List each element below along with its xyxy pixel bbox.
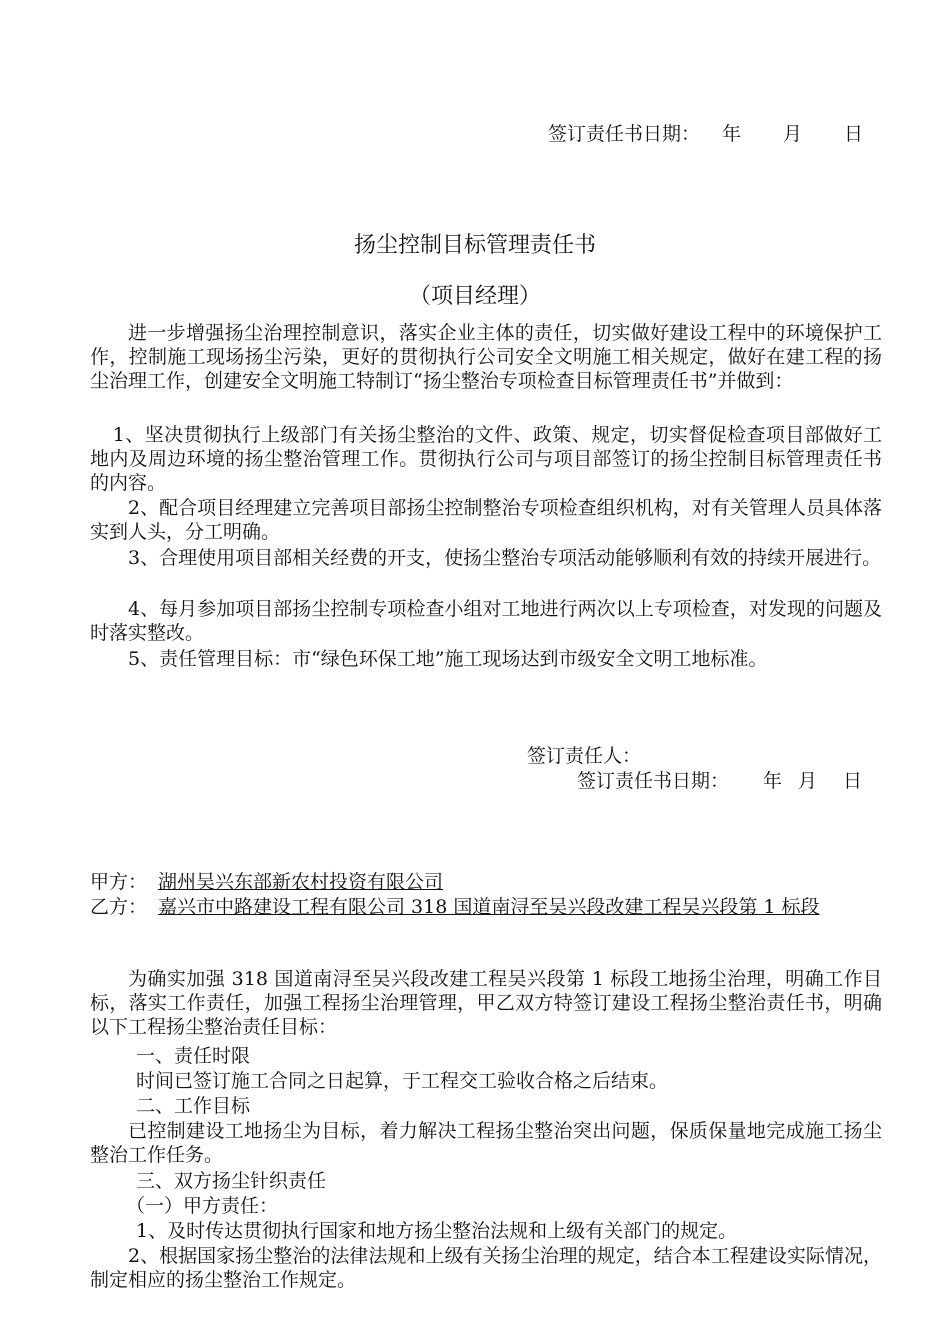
- item-1: 1、坚决贯彻执行上级部门有关扬尘整治的文件、政策、规定，切实督促检查项目部做好工地内及周边环境的扬尘整治管理工作。贯彻执行公司与项目部签订的扬尘控制目标管理责任书的内容。: [90, 424, 882, 494]
- item-5: 5、责任管理目标：市“绿色环保工地”施工现场达到市级安全文明工地标准。: [128, 648, 768, 670]
- date-header: [548, 122, 863, 146]
- section-1-text: 时间已签订施工合同之日起算，于工程交工验收合格之后结束。: [136, 1070, 669, 1092]
- section-1-heading: 一、责任时限: [136, 1045, 251, 1067]
- date-header-year: 年: [722, 123, 742, 145]
- date-header-month: 月: [783, 123, 803, 145]
- date-header-label: 签订责任书日期：: [548, 123, 701, 145]
- date-header-day: 日: [844, 123, 864, 145]
- item-2: 2、配合项目经理建立完善项目部扬尘控制整治专项检查组织机构，对有关管理人员具体落实到人头，分工明确。: [90, 497, 882, 543]
- signature-month: 月: [798, 770, 818, 792]
- party-b: [90, 895, 882, 919]
- document-title: 扬尘控制目标管理责任书: [353, 233, 596, 258]
- party-b-name: 嘉兴市中路建设工程有限公司 318 国道南浔至吴兴段改建工程吴兴段第 1 标段: [158, 896, 820, 918]
- party-a-duties-heading: （一）甲方责任：: [126, 1195, 279, 1217]
- party-a: [90, 870, 882, 894]
- signature-person: 签订责任人：: [527, 745, 642, 767]
- duty-a-1: 1、及时传达贯彻执行国家和地方扬尘整治法规和上级有关部门的规定。: [136, 1220, 738, 1242]
- item-4: 4、每月参加项目部扬尘控制专项检查小组对工地进行两次以上专项检查，对发现的问题及时落实整改。: [90, 598, 882, 644]
- party-a-name: 湖州吴兴东部新农村投资有限公司: [158, 871, 444, 893]
- signature-date-label: 签订责任书日期：: [577, 770, 730, 792]
- item-3: 3、合理使用项目部相关经费的开支，使扬尘整治专项活动能够顺利有效的持续开展进行。: [128, 547, 882, 569]
- signature-date: [577, 769, 862, 793]
- intro-paragraph: 进一步增强扬尘治理控制意识，落实企业主体的责任，切实做好建设工程中的环境保护工作，控制施工现场扬尘污染，更好的贯彻执行公司安全文明施工相关规定，做好在建工程的扬尘治理工作，创建安全文明施工特制订“扬尘整治专项检查目标管理责任书”并做到：: [90, 322, 882, 392]
- section-2-heading: 二、工作目标: [136, 1095, 251, 1117]
- section-2-text: 已控制建设工地扬尘为目标，着力解决工程扬尘整治突出问题，保质保量地完成施工扬尘整治工作任务。: [90, 1120, 882, 1166]
- signature-year: 年: [763, 770, 783, 792]
- signature-day: 日: [843, 770, 863, 792]
- party-a-label: 甲方：: [90, 871, 148, 893]
- party-b-label: 乙方：: [90, 896, 148, 918]
- document-subtitle: （项目经理）: [408, 284, 541, 309]
- duty-a-2: 2、根据国家扬尘整治的法律法规和上级有关扬尘治理的规定，结合本工程建设实际情况，制定相应的扬尘整治工作规定。: [90, 1245, 882, 1291]
- section-3-heading: 三、双方扬尘针织责任: [136, 1170, 327, 1192]
- second-intro: 为确实加强 318 国道南浔至吴兴段改建工程吴兴段第 1 标段工地扬尘治理，明确工作目标，落实工作责任，加强工程扬尘治理管理，甲乙双方特签订建设工程扬尘整治责任书，明确以下工程扬尘整治责任目标：: [90, 968, 882, 1038]
